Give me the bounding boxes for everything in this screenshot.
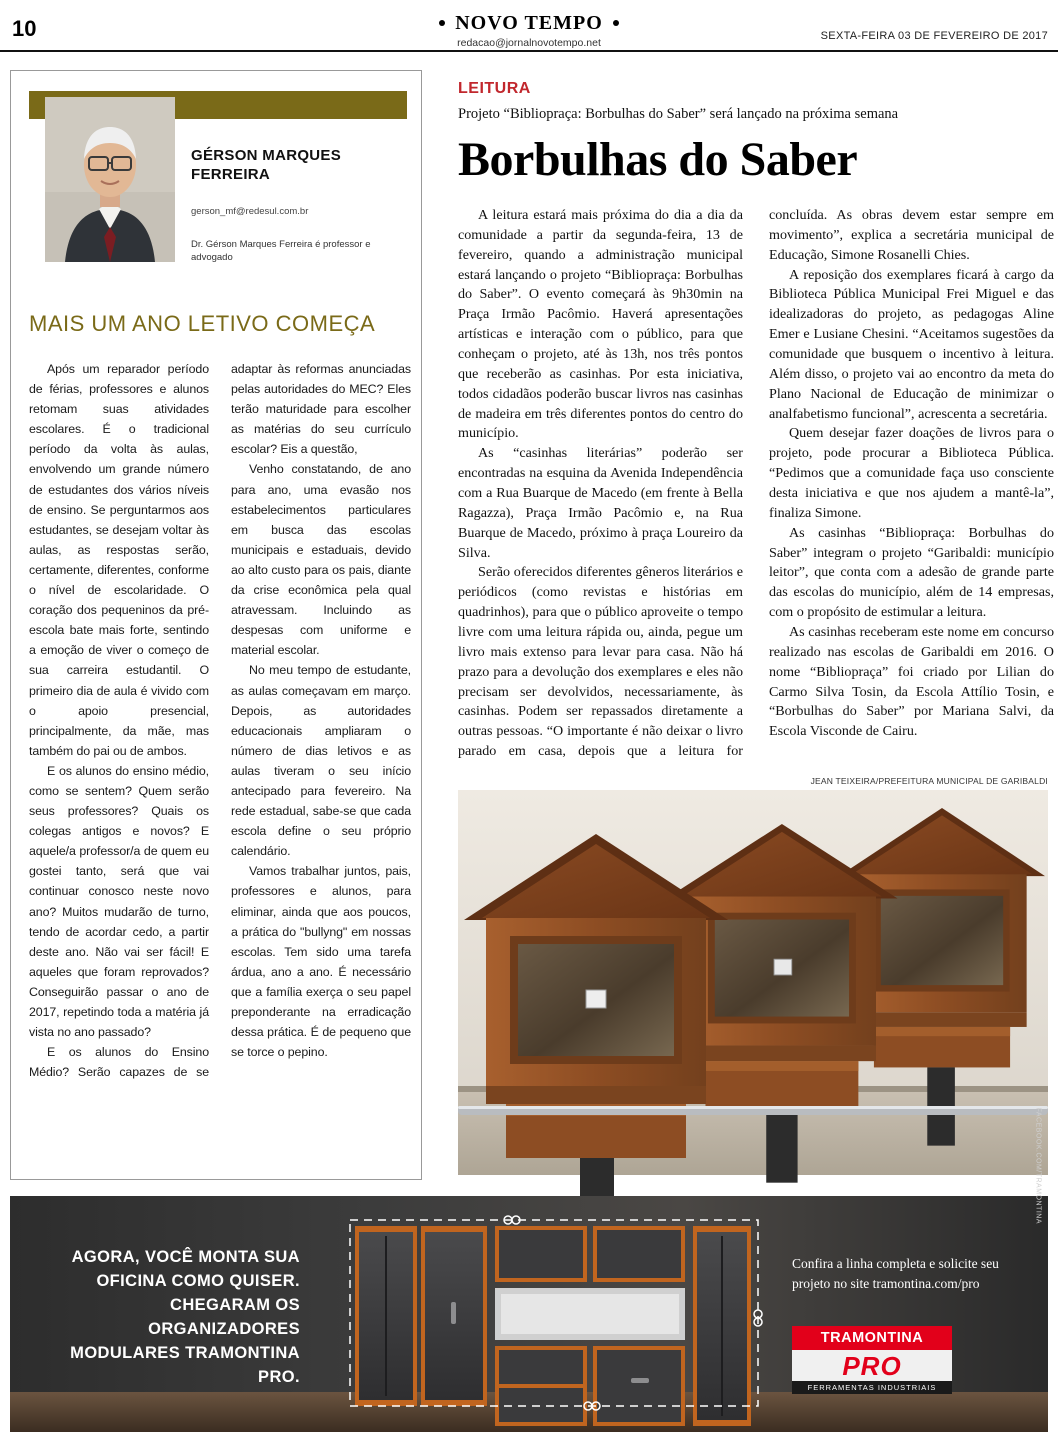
brand-tagline: FERRAMENTAS INDUSTRIAIS [792, 1381, 952, 1394]
article-paragraph: As “casinhas literárias” poderão ser encontradas na esquina da Avenida Independência com a Rua Buarque de Macedo (em frente à Bella Ragazza), Praça Irmão Pacômio e, na Rua Buarque de Macedo, próximo à praça Loureiro da Silva. [458, 445, 743, 561]
opinion-paragraph: Após um reparador período de férias, professores e alunos retomam suas atividades escolares. É o tradicional período da volta às aulas, envolvendo um grande número de estudantes dos vários níveis de ensino. Se perguntarmos aos estudantes, se desejam voltar às aulas, as respostas serão, certamente, diferentes, conforme o nível de escolaridade. O coração dos pequeninos da pré-escola bate mais forte, sentindo a emoção de viver o começo de sua carreira estudantil. O primeiro dia de aula é vivido com o apoio presencial, principalmente, da mãe, mas também do pai ou de ambos. [29, 362, 209, 758]
issue-date: SEXTA-FEIRA 03 DE FEVEREIRO DE 2017 [820, 30, 1048, 42]
ad-subtext: Confira a linha completa e solicite seu projeto no site tramontina.com/pro [792, 1256, 999, 1292]
author-card [11, 71, 421, 271]
bullet-icon [439, 20, 445, 26]
opinion-paragraph: E os alunos do Ensino Médio? Serão capazes de se adaptar às reformas anunciadas pelas autoridades do MEC? Eles terão maturidade para escolher as matérias do seu currículo escolar? Eis a questão, [29, 362, 411, 1080]
article-paragraph: Quem desejar fazer doações de livros para o projeto, pode procurar a Biblioteca Pública. “Pedimos que a comunidade faça uso consciente desta iniciativa e que nos ajudem a mantê-la”, finaliza Simone. [769, 425, 1054, 521]
section-kicker: LEITURA [458, 80, 531, 97]
article-headline: Borbulhas do Saber [458, 133, 858, 186]
paper-name [429, 12, 629, 35]
brand-name: TRAMONTINA [792, 1326, 952, 1350]
brand-logo[interactable] [792, 1326, 952, 1394]
article-body [458, 206, 1054, 766]
opinion-paragraph: Vamos trabalhar juntos, pais, professores e alunos, para eliminar, ainda que aos poucos, a prática do "bullyng" em nossas escolas. Tem sido uma tarefa árdua, ano a ano. É necessário que a família exerça o seu papel preponderante na erradicação dessa prática. É de pequeno que se torce o pepino. [231, 864, 411, 1060]
contact-email[interactable]: redacao@jornalnovotempo.net [457, 37, 601, 49]
article-paragraph: Serão oferecidos diferentes gêneros literários e periódicos (como revistas e histórias em quadrinhos), para que o público aproveite o tempo livre com uma leitura rápida ou, ainda, pegue um livro mais extenso para levar para casa. Não há prazo para a devolução dos exemplares e eles não precisam ser devolvidos, necessariamente, às casinhas. Podem ser repassados diretamente a outras pessoas. “O importante é não deixar o livro parado em casa, depois que a leitura for concluída. As obras devem estar sempre em movimento”, explica a secretária municipal de Educação, Simone Rosanelli Chies. [458, 207, 1054, 760]
article-paragraph: A reposição dos exemplares ficará à cargo da Biblioteca Pública Municipal Frei Miguel e das idealizadoras do projeto, as pedagogas Aline Emer e Lusiane Chesini. “Aceitamos sugestões da comunidade que busquem o incentivo à leitura. Além disso, o projeto vai ao encontro da meta do Plano Nacional de Educação de minimizar o analfabetismo funcional”, acrescenta a secretária. [769, 266, 1054, 422]
page-number: 10 [12, 16, 37, 41]
ad-headline: AGORA, VOCÊ MONTA SUA OFICINA COMO QUISER. CHEGARAM OS ORGANIZADORES MODULARES TRAMONTINA PRO. [70, 1248, 300, 1386]
brand-line: PRO [792, 1350, 952, 1381]
article-standfirst: Projeto “Bibliopraça: Borbulhas do Saber” será lançado na próxima semana [458, 106, 899, 122]
masthead [0, 0, 1058, 52]
bullet-icon [613, 20, 619, 26]
opinion-title: MAIS UM ANO LETIVO COMEÇA [29, 311, 376, 336]
opinion-paragraph: No meu tempo de estudante, as aulas começavam em março. Depois, as autoridades educacionais ampliaram o número de dias letivos e as aulas tiveram o seu início antecipado para fevereiro. Na rede estadual, sabe-se que cada escola define o seu próprio calendário. [231, 663, 411, 859]
article-photo [458, 790, 1048, 1175]
article-paragraph: A leitura estará mais próxima do dia a dia da comunidade a partir da segunda-feira, 13 de fevereiro, quando a administração municipal estará lançando o projeto “Bibliopraça: Borbulhas do Saber”. O evento começará às 9h30min na Praça Irmão Pacômio. Haverá apresentações artísticas e interação com o público, para que conheçam o projeto, até às 13h, nos três pontos que receberão as casinhas. Por esta iniciativa, todos cidadãos poderão buscar livros nas casinhas de madeira em três diferentes pontos do centro do município. [458, 207, 743, 442]
ad-credit: FACEBOOK.COM/TRAMONTINA [1035, 1107, 1042, 1224]
author-role: Dr. Gérson Marques Ferreira é professor e advogado [191, 239, 371, 263]
opinion-body [29, 359, 411, 1239]
photo-credit: JEAN TEIXEIRA/PREFEITURA MUNICIPAL DE GARIBALDI [810, 776, 1048, 786]
opinion-paragraph: E os alunos do ensino médio, como se sentem? Quem serão seus professores? Quais os colegas antigos e novos? E aquele/a professor/a de quem eu gostei tanto, será que vai continuar conosco neste novo ano? Muitos mudarão de turno, tendo de acordar cedo, a partir deste ano. Não vai ser fácil! E aqueles que foram reprovados? Conseguirão passar o ano de 2017, repetindo toda a matéria já vista no ano passado? [29, 763, 209, 1040]
opinion-paragraph: Venho constatando, de ano para ano, uma evasão nos estabelecimentos particulares em busca das escolas municipais e estaduais, devido ao alto custo para os pais, diante da crise econômica pela qual atravessam. Incluindo as despesas com uniforme e material escolar. [231, 462, 411, 658]
author-email[interactable]: gerson_mf@redesul.com.br [191, 206, 309, 217]
opinion-column [10, 70, 422, 1180]
author-photo [45, 97, 175, 262]
author-name: GÉRSON MARQUES FERREIRA [191, 147, 342, 183]
article-paragraph: As casinhas “Bibliopraça: Borbulhas do Saber” integram o projeto “Garibaldi: município leitor”, que conta com a adesão de grande parte das escolas do município, além de 14 empresas, com o propósito de estimular a leitura. [769, 524, 1054, 621]
paper-name-text: NOVO TEMPO [455, 12, 603, 34]
article-paragraph: As casinhas receberam este nome em concurso realizado nas escolas de Garibaldi em 2016. O nome “Bibliopraça” foi criado por Lilian do Carmo Silva Tosin, da Escola Attílio Tosin, e “Borbulhas do Saber” por Mariana Salvi, da Escola Visconde de Cairu. [769, 624, 1054, 740]
advertisement[interactable] [10, 1107, 1048, 1432]
